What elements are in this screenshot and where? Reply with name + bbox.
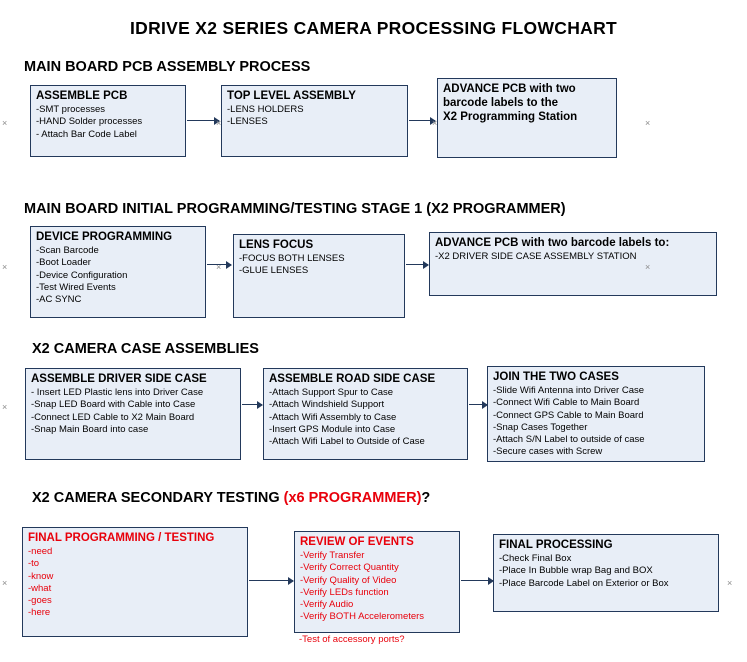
box-line: -Snap Cases Together bbox=[493, 421, 588, 433]
box-line: -Insert GPS Module into Case bbox=[269, 423, 396, 435]
section-heading-initial-programming: MAIN BOARD INITIAL PROGRAMMING/TESTING STAGE 1 (X2 PROGRAMMER) bbox=[24, 201, 566, 217]
section-heading-red-part: (x6 PROGRAMMER) bbox=[283, 490, 422, 506]
box-line: -Attach Support Spur to Case bbox=[269, 387, 394, 398]
box-advance-pcb-programming-station[interactable] bbox=[437, 78, 617, 158]
box-line: -Secure cases with Screw bbox=[493, 446, 603, 458]
box-lens-focus[interactable] bbox=[233, 234, 405, 318]
box-line: -Place Barcode Label on Exterior or Box bbox=[499, 577, 669, 589]
box-advance-pcb-driver-side-station[interactable] bbox=[429, 232, 717, 296]
box-assemble-pcb[interactable] bbox=[30, 85, 186, 157]
page-tick: × bbox=[2, 262, 8, 272]
box-line: -Verify Quality of Video bbox=[300, 574, 397, 586]
box-line: -Connect Wifi Cable to Main Board bbox=[493, 397, 640, 409]
arrow-final-programming-to-review bbox=[249, 580, 293, 581]
box-line: -FOCUS BOTH LENSES bbox=[239, 253, 345, 264]
box-assemble-road-side-case[interactable] bbox=[263, 368, 468, 460]
box-line: -AC SYNC bbox=[36, 294, 82, 306]
page-title: IDRIVE X2 SERIES CAMERA PROCESSING FLOWCHART bbox=[129, 18, 618, 38]
box-line: -X2 DRIVER SIDE CASE ASSEMBLY STATION bbox=[435, 251, 637, 262]
box-top-level-assembly[interactable] bbox=[221, 85, 408, 157]
box-line: -Check Final Box bbox=[499, 553, 572, 564]
box-line: -Attach Wifi Assembly to Case bbox=[269, 411, 397, 423]
box-line: -Verify Audio bbox=[300, 599, 354, 611]
box-line: -HAND Solder processes bbox=[36, 116, 143, 128]
box-line: -what bbox=[28, 582, 52, 594]
box-line: -Device Configuration bbox=[36, 269, 128, 281]
box-assemble-driver-side-case[interactable] bbox=[25, 368, 241, 460]
box-title: ASSEMBLE ROAD SIDE CASE bbox=[269, 373, 436, 385]
section-heading-pcb-assembly: MAIN BOARD PCB ASSEMBLY PROCESS bbox=[24, 59, 311, 75]
box-line: -LENSES bbox=[227, 116, 268, 128]
arrow-driver-case-to-road-case bbox=[242, 404, 262, 405]
box-title: ASSEMBLE PCB bbox=[36, 90, 128, 102]
box-title: DEVICE PROGRAMMING bbox=[36, 231, 173, 243]
box-line: -Snap Main Board into case bbox=[31, 423, 149, 435]
box-line: - Attach Bar Code Label bbox=[36, 128, 137, 140]
box-join-the-two-cases[interactable] bbox=[487, 366, 705, 462]
box-review-of-events[interactable] bbox=[294, 531, 460, 633]
box-title: LENS FOCUS bbox=[239, 239, 314, 251]
page-tick: × bbox=[216, 262, 222, 272]
box-line: -Connect LED Cable to X2 Main Board bbox=[31, 411, 195, 423]
section-heading-tail: ? bbox=[421, 490, 431, 506]
box-title: ASSEMBLE DRIVER SIDE CASE bbox=[31, 373, 207, 385]
page-tick: × bbox=[645, 118, 651, 128]
box-line: -goes bbox=[28, 595, 52, 607]
box-line: -need bbox=[28, 546, 53, 557]
box-line: -know bbox=[28, 570, 54, 582]
box-line: -Test Wired Events bbox=[36, 281, 116, 293]
page-tick: × bbox=[432, 118, 438, 128]
arrow-pcb-to-top-level bbox=[187, 120, 219, 121]
box-final-processing[interactable] bbox=[493, 534, 719, 612]
box-title-line3: X2 Programming Station bbox=[443, 111, 578, 123]
box-title: JOIN THE TWO CASES bbox=[493, 371, 619, 383]
box-line: -Verify LEDs function bbox=[300, 586, 389, 598]
box-line: -Boot Loader bbox=[36, 257, 91, 269]
box-line: - Insert LED Plastic lens into Driver Case bbox=[31, 387, 204, 398]
box-title: FINAL PROCESSING bbox=[499, 539, 613, 551]
page-tick: × bbox=[645, 262, 651, 272]
page-tick: × bbox=[2, 402, 8, 412]
box-line: -Attach Wifi Label to Outside of Case bbox=[269, 436, 425, 448]
box-device-programming[interactable] bbox=[30, 226, 206, 318]
box-line: -Verify Correct Quantity bbox=[300, 562, 399, 574]
box-line: -Scan Barcode bbox=[36, 245, 99, 256]
box-line-overflow-accessory-ports: -Test of accessory ports? bbox=[299, 634, 405, 645]
box-line: -LENS HOLDERS bbox=[227, 104, 304, 115]
section-heading-case-assemblies: X2 CAMERA CASE ASSEMBLIES bbox=[32, 341, 259, 357]
box-final-programming-testing[interactable] bbox=[22, 527, 248, 637]
box-line: -to bbox=[28, 558, 40, 570]
box-line: -Verify Transfer bbox=[300, 550, 365, 561]
box-line: -Verify BOTH Accelerometers bbox=[300, 611, 425, 623]
box-title: ADVANCE PCB with two barcode labels to: bbox=[435, 237, 670, 249]
box-line: -Attach Windshield Support bbox=[269, 399, 385, 411]
box-line: -Attach S/N Label to outside of case bbox=[493, 434, 645, 446]
section-heading-secondary-testing bbox=[32, 490, 430, 506]
box-line: -GLUE LENSES bbox=[239, 265, 309, 277]
page-tick: × bbox=[216, 118, 222, 128]
page-tick: × bbox=[2, 118, 8, 128]
arrow-lens-focus-to-advance bbox=[406, 264, 428, 265]
arrow-review-to-final-processing bbox=[461, 580, 493, 581]
page-tick: × bbox=[2, 578, 8, 588]
box-line: -here bbox=[28, 607, 51, 619]
arrow-road-case-to-join bbox=[469, 404, 487, 405]
page-tick: × bbox=[727, 578, 733, 588]
box-line: -Slide Wifi Antenna into Driver Case bbox=[493, 385, 645, 396]
box-title: REVIEW OF EVENTS bbox=[300, 536, 414, 548]
box-line: -SMT processes bbox=[36, 104, 105, 115]
box-line: -Place In Bubble wrap Bag and BOX bbox=[499, 565, 653, 577]
box-line: -Connect GPS Cable to Main Board bbox=[493, 409, 644, 421]
box-title-line2: barcode labels to the bbox=[443, 97, 559, 109]
box-line: -Snap LED Board with Cable into Case bbox=[31, 399, 196, 411]
section-heading-black-part: X2 CAMERA SECONDARY TESTING bbox=[32, 490, 284, 506]
box-title: ADVANCE PCB with two bbox=[443, 83, 576, 95]
box-title: FINAL PROGRAMMING / TESTING bbox=[28, 532, 215, 544]
box-title: TOP LEVEL ASSEMBLY bbox=[227, 90, 356, 102]
